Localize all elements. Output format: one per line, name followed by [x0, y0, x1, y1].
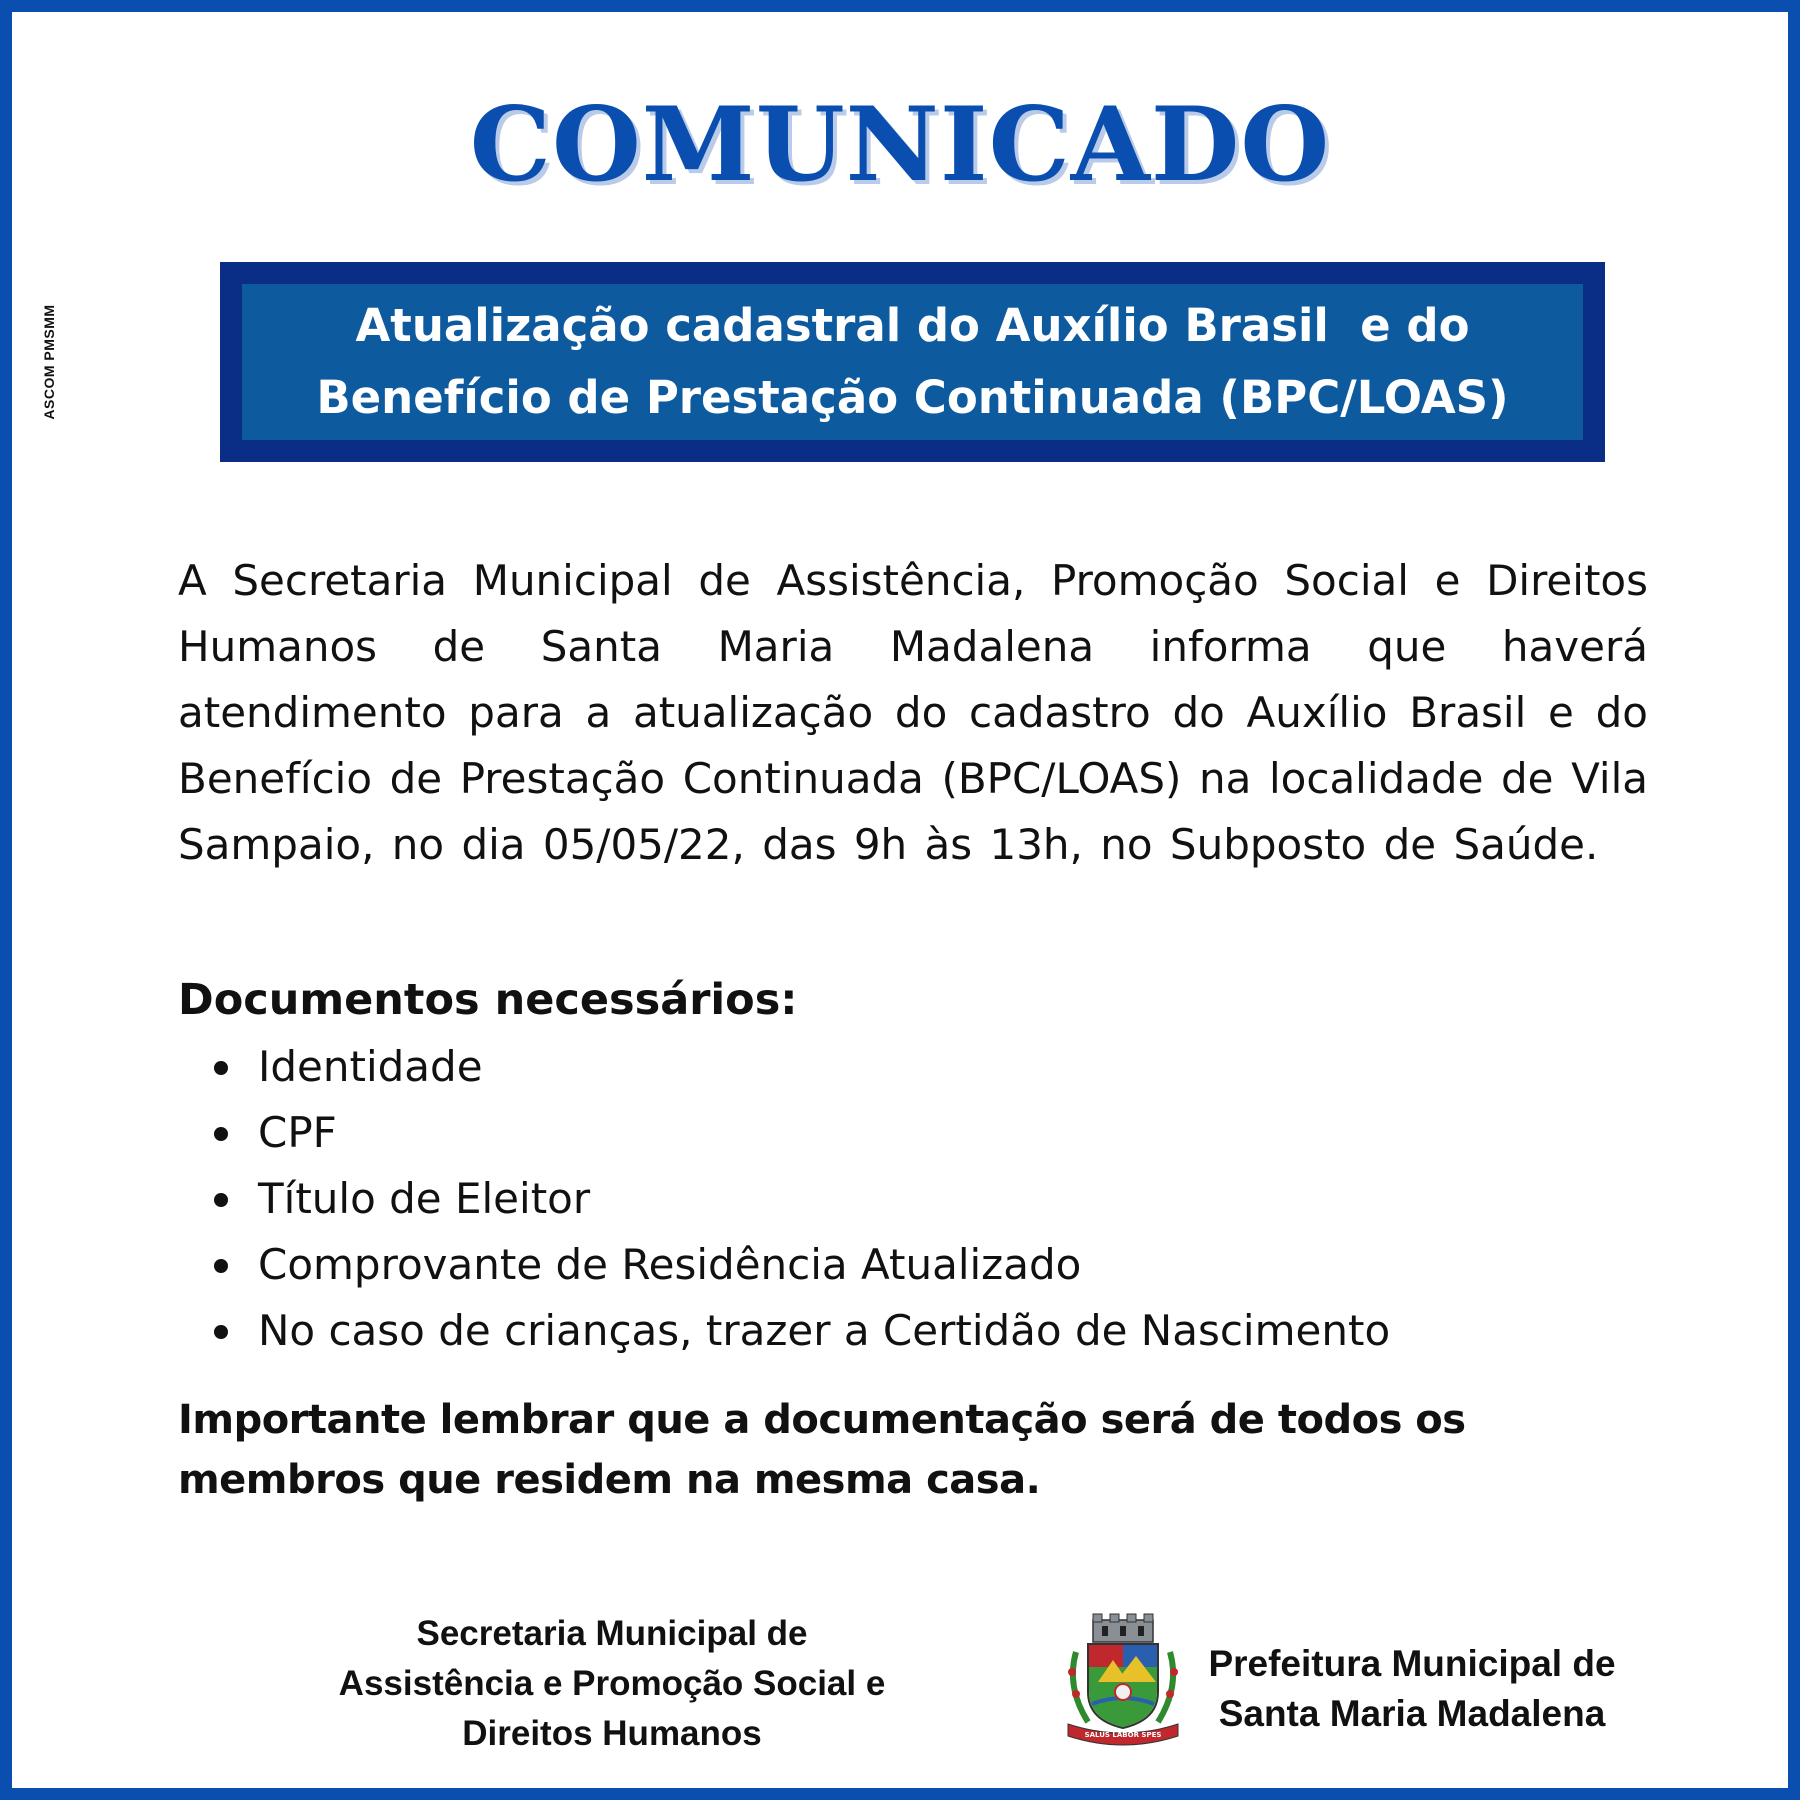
crest-date-right: 8-6-1862	[1151, 1744, 1177, 1750]
prefeitura-signature	[1192, 1639, 1632, 1739]
list-item	[178, 1034, 1390, 1100]
documents-list	[178, 1034, 1390, 1364]
important-note: Importante lembrar que a documentação será de todos os membros que residem na mesma casa.	[178, 1397, 1466, 1503]
crest-motto: SALUS LABOR SPES	[1084, 1731, 1162, 1739]
secretaria-signature	[302, 1609, 922, 1759]
documents-heading: Documentos necessários:	[178, 975, 798, 1025]
page-title: COMUNICADO	[469, 85, 1331, 205]
list-item-label: Comprovante de Residência Atualizado	[258, 1240, 1082, 1289]
secretaria-line-3: Direitos Humanos	[462, 1714, 762, 1753]
prefeitura-line-2: Santa Maria Madalena	[1218, 1693, 1606, 1734]
list-item-label: Identidade	[258, 1042, 483, 1091]
banner-line-1: Atualização cadastral do Auxílio Brasil e do	[355, 299, 1470, 352]
list-item-label: CPF	[258, 1108, 337, 1157]
municipal-crest-logo	[1058, 1612, 1188, 1752]
bullet-icon	[214, 1325, 228, 1339]
bullet-icon	[214, 1127, 228, 1141]
crest-date-left: 27-4-1835	[1067, 1744, 1097, 1750]
bullet-icon	[214, 1259, 228, 1273]
subject-banner-text	[316, 290, 1508, 434]
prefeitura-line-1: Prefeitura Municipal de	[1208, 1643, 1616, 1684]
list-item	[178, 1232, 1390, 1298]
list-item	[178, 1100, 1390, 1166]
subject-banner-inner	[242, 284, 1583, 440]
secretaria-line-1: Secretaria Municipal de	[416, 1614, 808, 1653]
intro-paragraph: A Secretaria Municipal de Assistência, Promoção Social e Direitos Humanos de Santa Maria Madalena informa que haverá atendimento para a atualização do cadastro do Auxílio Brasil e do Benefício de Prestação Continuada (BPC/LOAS) na localidade de Vila Sampaio, no dia 05/05/22, das 9h às 13h, no Subposto de Saúde.	[178, 556, 1648, 869]
secretaria-line-2: Assistência e Promoção Social e	[338, 1664, 886, 1703]
banner-line-2: Benefício de Prestação Continuada (BPC/LOAS)	[316, 371, 1509, 424]
list-item-label: No caso de crianças, trazer a Certidão de Nascimento	[258, 1306, 1391, 1355]
subject-banner	[220, 262, 1605, 462]
list-item	[178, 1166, 1390, 1232]
side-credit: ASCOM PMSMM	[41, 304, 57, 420]
bullet-icon	[214, 1061, 228, 1075]
list-item	[178, 1298, 1390, 1364]
list-item-label: Título de Eleitor	[258, 1174, 591, 1223]
bullet-icon	[214, 1193, 228, 1207]
